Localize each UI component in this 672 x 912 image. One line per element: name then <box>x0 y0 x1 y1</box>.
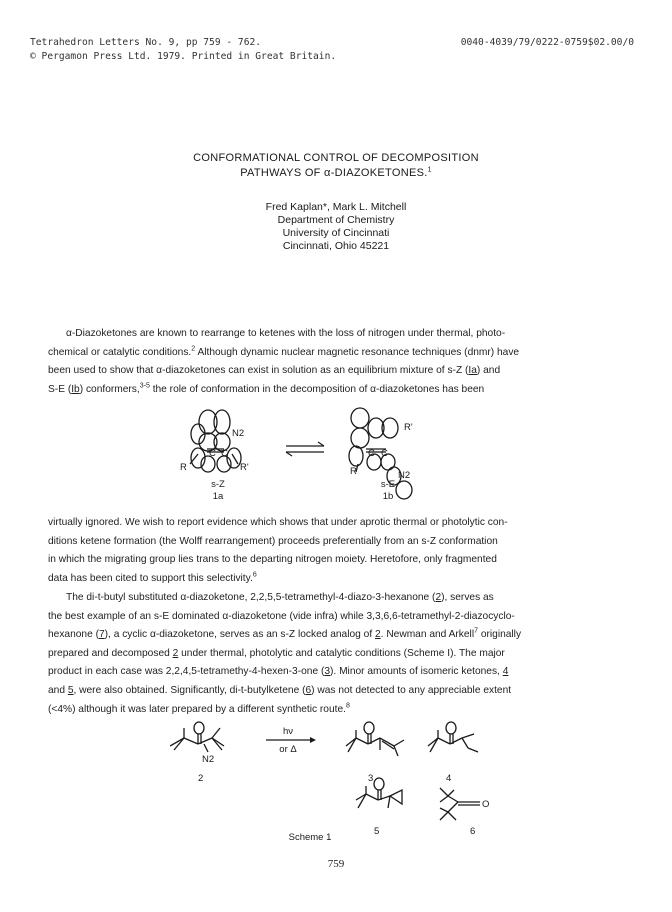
para2-line-1: virtually ignored. We wish to report evidence which shows that under aprotic thermal or photolytic con- <box>48 517 508 528</box>
paragraph-evidence <box>48 514 638 588</box>
compound-6-label: 6 <box>470 826 476 837</box>
reaction-arrowhead <box>310 737 316 743</box>
compound-1a-label: 1a <box>212 491 224 502</box>
compound-6-structure <box>440 788 480 820</box>
paragraph-di-t-butyl <box>48 589 638 719</box>
paragraph-intro <box>48 325 638 399</box>
author-department: Department of Chemistry <box>277 214 395 226</box>
compound-4-label: 4 <box>446 773 452 784</box>
condition-hv: hν <box>282 726 294 737</box>
conformer-1a-drawing <box>190 410 241 472</box>
author-city: Cincinnati, Ohio 45221 <box>282 240 390 252</box>
conf-se-label: s-E <box>380 479 396 490</box>
scheme-1-figure <box>170 716 510 848</box>
n2-label-compound-2: N2 <box>202 754 215 765</box>
compound-3-label: 3 <box>368 773 374 784</box>
compound-4-structure <box>428 722 478 752</box>
author-block <box>0 201 672 253</box>
para3-line-5: product in each case was 2,2,4,5-tetramethy-4-hexen-3-one (3). Minor amounts of isomeric ketones, 4 <box>48 666 509 678</box>
para2-line-3: in which the migrating group lies trans to the departing nitrogen moiety. Heretofore, only fragmented <box>48 554 497 566</box>
para3-line-1: The di-t-butyl substituted α-diazoketone, 2,2,5,5-tetramethyl-4-diazo-3-hexanone (2), serves as <box>66 592 494 603</box>
journal-citation: Tetrahedron Letters No. 9, pp 759 - 762. <box>30 37 262 48</box>
equilibrium-arrows <box>286 442 324 456</box>
para1-line-2: chemical or catalytic conditions.$^2$ Although dynamic nuclear magnetic resonance techniques (dnmr) have <box>48 345 520 358</box>
compound-1b-label: 1b <box>382 491 394 502</box>
author-university: University of Cincinnati <box>282 227 390 239</box>
atom-c-right-1b: C <box>381 448 388 459</box>
atom-c-right-1a: C <box>221 448 228 459</box>
atom-c-left-1b: C <box>368 448 375 459</box>
scheme-caption: Scheme 1 <box>288 832 332 843</box>
para2-line-2: ditions ketene formation (the Wolff rearrangement) proceeds preferentially from an s-Z conformation <box>48 535 498 547</box>
conf-sz-label: s-Z <box>211 479 225 490</box>
para1-line-3: been used to show that α-diazoketones can exist in solution as an equilibrium mixture of s-Z (Ia) and <box>48 365 501 377</box>
compound-2-label: 2 <box>198 773 204 784</box>
para3-line-7: (<4%) although it was later prepared by a different synthetic route.$^8$ <box>48 702 350 715</box>
condition-heat: or Δ <box>279 744 297 755</box>
title-line-2: PATHWAYS OF α-DIAZOKETONES.$^1$ <box>240 166 432 179</box>
para1-line-1: α-Diazoketones are known to rearrange to ketenes with the loss of nitrogen under thermal, photo- <box>66 328 506 339</box>
para2-line-4: data has been cited to support this selectivity.$^6$ <box>48 571 257 584</box>
r-label-1b: R <box>350 466 357 477</box>
copyright-line: © Pergamon Press Ltd. 1979. Printed in Great Britain. <box>30 51 337 62</box>
n2-label-1b: N2 <box>398 470 411 481</box>
r-label-1a: R <box>180 462 187 473</box>
rprime-label-1b: R' <box>404 422 413 433</box>
atom-c-left-1a: C <box>209 448 216 459</box>
rprime-label-1a: R' <box>240 462 249 473</box>
conformer-equilibrium-figure <box>160 406 520 512</box>
compound-5-label: 5 <box>374 826 380 837</box>
compound-3-structure <box>346 722 404 756</box>
para3-line-2: the best example of an s-E dominated α-diazoketone (vide infra) while 3,3,6,6-tetramethyl-2-diazocyclo- <box>48 610 515 622</box>
para3-line-6: and 5, were also obtained. Significantly, di-t-butylketene (6) was not detected to any appreciable extent <box>48 684 512 696</box>
author-names: Fred Kaplan*, Mark L. Mitchell <box>265 201 407 213</box>
article-code: 0040-4039/79/0222-0759$02.00/0 <box>460 37 634 48</box>
ketene-oxygen-label: O <box>482 799 490 810</box>
para3-line-3: hexanone (7), a cyclic α-diazoketone, serves as an s-Z locked analog of 2. Newman and Arkell$^7$ originally <box>48 627 522 641</box>
para1-line-4: S-E (Ib) conformers,$^{3-5}$ the role of conformation in the decomposition of α-diazoketones has been <box>48 382 485 395</box>
title-line-1: CONFORMATIONAL CONTROL OF DECOMPOSITION <box>193 152 479 164</box>
n2-label-1a: N2 <box>232 428 245 439</box>
compound-5-structure <box>356 778 402 808</box>
page-number: 759 <box>327 858 345 870</box>
compound-2-structure <box>170 722 224 752</box>
para3-line-4: prepared and decomposed 2 under thermal, photolytic and catalytic conditions (Scheme I). The major <box>48 647 505 659</box>
